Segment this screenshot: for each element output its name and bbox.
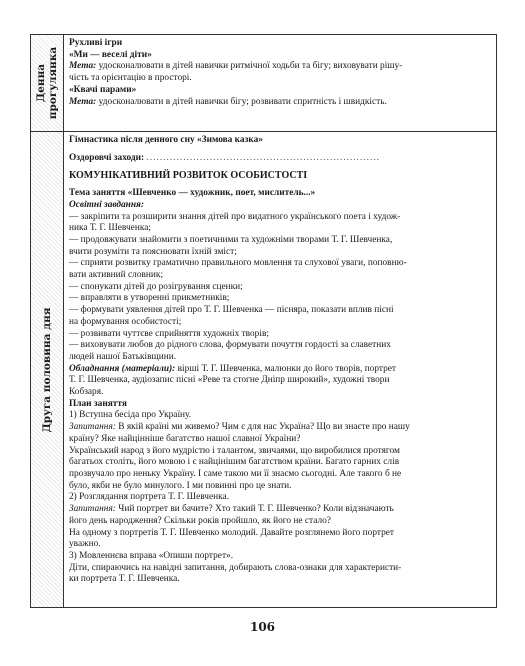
game2-name: «Квачі парами» [69, 84, 137, 95]
task-line: на формування особистості; [69, 316, 182, 327]
health-dots: ...................................................................... [146, 152, 381, 163]
task-line: вчити розуміти та пояснювати їхній зміст; [69, 246, 237, 257]
walk-side-label-line1: Денна [35, 63, 47, 103]
walk-side-label [35, 47, 59, 119]
question-1-text: В якій країні ми живемо? Чим є для нас Україна? Що ви знаєте про нашу [118, 422, 410, 433]
paragraph-line: Діти, спираючись на навідні запитання, добирають слова-ознаки для характеристи- [69, 562, 402, 573]
game1-name: «Ми — веселі діти» [69, 49, 152, 60]
task-line: — спонукати дітей до розігрування сценки; [69, 281, 243, 292]
game2-goal-text: удосконалювати в дітей навички бігу; розвивати спритність і швидкість. [98, 96, 387, 107]
walk-title: Рухливі ігри [69, 38, 123, 48]
paragraph-line: ки портрета Т. Г. Шевченка. [69, 574, 180, 585]
game1-goal-text: удосконалювати в дітей навички ритмічної ходьби та бігу; виховувати рішу- [98, 61, 403, 72]
plan-step-1: 1) Вступна бесіда про Україну. [69, 410, 192, 421]
plan-step-3: 3) Мовленнєва вправа «Опиши портрет». [69, 550, 234, 561]
paragraph-line: прозвучало про неньку Україну. І саме такою ми її знаємо сьогодні. Але такого б не [69, 468, 402, 479]
goal-label: Мета: [69, 61, 97, 72]
gymnastics-line: Гімнастика після денного сну «Зимова казка» [69, 135, 263, 145]
equipment-label: Обладнання (матеріали): [69, 363, 176, 374]
question-2-cont: його день народження? Скільки років пройшло, як його не стало? [69, 515, 331, 526]
game1-goal [69, 61, 492, 73]
goal-label: Мета: [69, 96, 97, 107]
paragraph-line: Український народ з його мудрістю і талантом, звичаями, що виробилися протягом [69, 445, 400, 456]
task-line: людей нашої Батьківщини. [69, 351, 177, 362]
question-2-text: Чий портрет ви бачите? Хто такий Т. Г. Шевченко? Коли відзначають [118, 504, 394, 515]
task-line: — розвивати чуттєве сприйняття художніх творів; [69, 328, 269, 339]
afternoon-side-label: Друга половина дня [41, 306, 53, 433]
plan-heading: План заняття [69, 398, 127, 409]
equipment-line: Кобзаря. [69, 387, 104, 398]
health-label: Оздоровчі заходи: [69, 152, 145, 163]
lesson-topic: Тема заняття «Шевченко — художник, поет, мислитель...» [69, 188, 316, 199]
paragraph-line: На одному з портретів Т. Г. Шевченко молодий. Давайте розглянемо його портрет [69, 527, 395, 538]
paragraph-line: багатьох століть, його мовою і є найцінішим багатством країни. Багато гарних слів [69, 457, 400, 468]
question-label: Запитання: [69, 504, 116, 515]
tasks-label: Освітні завдання: [69, 199, 144, 210]
question-label: Запитання: [69, 422, 116, 433]
section-heading: КОМУНІКАТИВНИЙ РОЗВИТОК ОСОБИСТОСТІ [69, 170, 308, 182]
task-line: — виховувати любов до рідного слова, формувати почуття гордості за славетних [69, 340, 391, 351]
task-line: — формувати уявлення дітей про Т. Г. Шевченка — пісняра, показати вплив пісні [69, 305, 394, 316]
task-line: ника Т. Г. Шевченка; [69, 223, 151, 234]
equipment-line: Т. Г. Шевченка, аудіозапис пісні «Реве та стогне Дніпр широкий», художні твори [69, 375, 390, 386]
equipment-line [69, 364, 492, 376]
game1-goal-cont: чість та орієнтацію в просторі. [69, 73, 192, 84]
paragraph-line: було, якби не було минулого. І ми повинні про це знати. [69, 480, 292, 491]
question-2 [69, 504, 492, 516]
task-line: — продовжувати знайомити з поетичними та художніми творами Т. Г. Шевченка, [69, 234, 393, 245]
paragraph-line: уважно. [69, 539, 101, 550]
task-line: — вправляти в утворенні прикметників; [69, 293, 230, 304]
page-number: 106 [249, 620, 276, 634]
plan-table [30, 34, 497, 608]
walk-side-label-line2: прогулянка [47, 46, 59, 120]
task-line: — закріпити та розширити знання дітей про видатного українського поета і худож- [69, 211, 401, 222]
afternoon-content [64, 132, 496, 607]
task-line: — сприяти розвитку граматично правильного мовлення та слухової уваги, поповню- [69, 258, 407, 269]
equipment-text: вірші Т. Г. Шевченка, малюнки до його творів, портрет [177, 363, 397, 374]
game2-goal [69, 97, 492, 109]
health-measures-line [69, 153, 492, 165]
plan-step-2: 2) Розглядання портрета Т. Г. Шевченка. [69, 492, 230, 503]
walk-content [64, 35, 496, 131]
afternoon-row [31, 132, 496, 607]
walk-side-column [31, 35, 64, 131]
task-line: вати активний словник; [69, 270, 164, 281]
question-1 [69, 422, 492, 434]
walk-row [31, 35, 496, 132]
afternoon-side-column [31, 132, 64, 607]
question-1-cont: країну? Яке найцінніше багатство нашої славної України? [69, 433, 301, 444]
